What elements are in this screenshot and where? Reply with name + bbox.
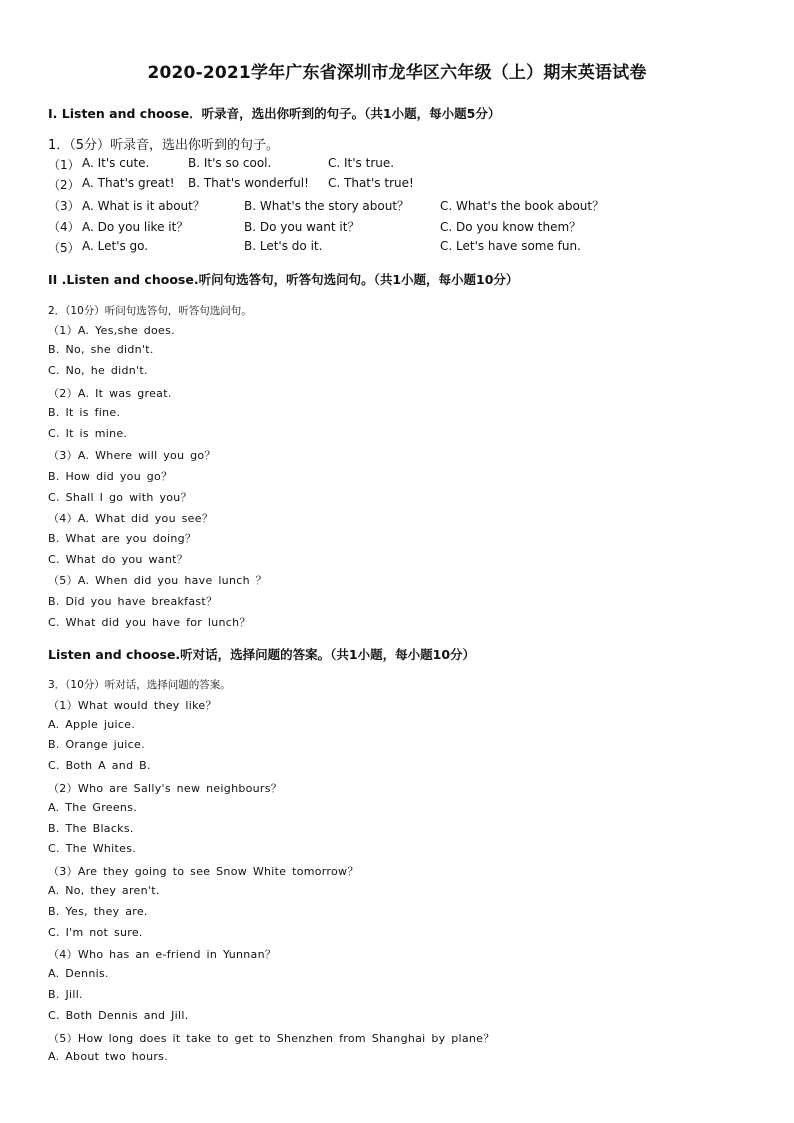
option-c: C. Let's have some fun.: [440, 239, 581, 253]
q2-line: B. It is fine.: [48, 406, 121, 419]
row-number: （3）: [48, 199, 80, 213]
option-b: B. Let's do it.: [244, 239, 323, 253]
option-b: B. Do you want it？: [244, 220, 360, 234]
option-c: C. That's true!: [328, 176, 414, 190]
option-c: C. Do you know them？: [440, 220, 582, 234]
option-a: A. Do you like it？: [82, 220, 189, 234]
row-number: （4）: [48, 220, 80, 234]
q2-line: C. Shall I go with you？: [48, 491, 192, 504]
question-1-prompt: 1．（5分）听录音，选出你听到的句子。: [48, 138, 280, 153]
row-number: （2）: [48, 178, 80, 192]
q3-line: （5）How long does it take to get to Shenzhen from Shanghai by plane？: [48, 1032, 495, 1045]
q3-line: A. About two hours.: [48, 1050, 169, 1063]
option-a: A. Let's go.: [82, 239, 149, 253]
option-b: B. It's so cool.: [188, 156, 272, 170]
q2-line: C. It is mine.: [48, 427, 128, 440]
q2-line: （1）A. Yes,she does.: [48, 324, 175, 337]
q3-line: （2）Who are Sally's new neighbours？: [48, 782, 283, 795]
q3-line: A. Apple juice.: [48, 718, 136, 731]
option-a: A. What is it about？: [82, 199, 205, 213]
q3-line: A. No, they aren't.: [48, 884, 160, 897]
q3-line: B. The Blacks.: [48, 822, 134, 835]
q3-line: C. The Whites.: [48, 842, 137, 855]
page-title: 2020-2021学年广东省深圳市龙华区六年级（上）期末英语试卷: [147, 63, 647, 83]
row-number: （1）: [48, 158, 80, 172]
q3-line: B. Yes, they are.: [48, 905, 148, 918]
q3-line: B. Orange juice.: [48, 738, 145, 751]
q2-line: C. What do you want？: [48, 553, 189, 566]
q3-line: A. Dennis.: [48, 967, 109, 980]
q2-line: B. How did you go？: [48, 470, 173, 483]
section-1-heading: I. Listen and choose．听录音，选出你听到的句子。（共1小题，每小题5分）: [48, 106, 501, 121]
q3-line: C. I'm not sure.: [48, 926, 143, 939]
q3-line: （1）What would they like？: [48, 699, 217, 712]
q2-line: C. No, he didn't.: [48, 364, 148, 377]
option-a: A. That's great!: [82, 176, 175, 190]
q2-line: （3）A. Where will you go？: [48, 449, 216, 462]
option-b: B. That's wonderful!: [188, 176, 309, 190]
option-a: A. It's cute.: [82, 156, 150, 170]
question-2-prompt: 2．（10分）听问句选答句，听答句选问句。: [48, 305, 252, 317]
q3-line: C. Both A and B.: [48, 759, 151, 772]
row-number: （5）: [48, 241, 80, 255]
q2-line: B. What are you doing？: [48, 532, 197, 545]
section-2-heading: II .Listen and choose.听问句选答句，听答句选问句。（共1小题，每小题10分）: [48, 272, 519, 287]
section-3-heading: Listen and choose.听对话，选择问题的答案。（共1小题，每小题10分）: [48, 647, 476, 662]
q2-line: （4）A. What did you see？: [48, 512, 214, 525]
q3-line: （4）Who has an e-friend in Yunnan？: [48, 948, 277, 961]
q2-line: C. What did you have for lunch？: [48, 616, 251, 629]
q2-line: （5）A. When did you have lunch ？: [48, 574, 267, 587]
option-c: C. It's true.: [328, 156, 395, 170]
option-b: B. What's the story about？: [244, 199, 410, 213]
q3-line: A. The Greens.: [48, 801, 138, 814]
q2-line: B. No, she didn't.: [48, 343, 154, 356]
question-3-prompt: 3．（10分）听对话，选择问题的答案。: [48, 679, 231, 691]
q3-line: C. Both Dennis and Jill.: [48, 1009, 189, 1022]
q2-line: B. Did you have breakfast？: [48, 595, 218, 608]
q3-line: B. Jill.: [48, 988, 83, 1001]
q2-line: （2）A. It was great.: [48, 387, 172, 400]
option-c: C. What's the book about？: [440, 199, 605, 213]
q3-line: （3）Are they going to see Snow White tomorrow？: [48, 865, 359, 878]
